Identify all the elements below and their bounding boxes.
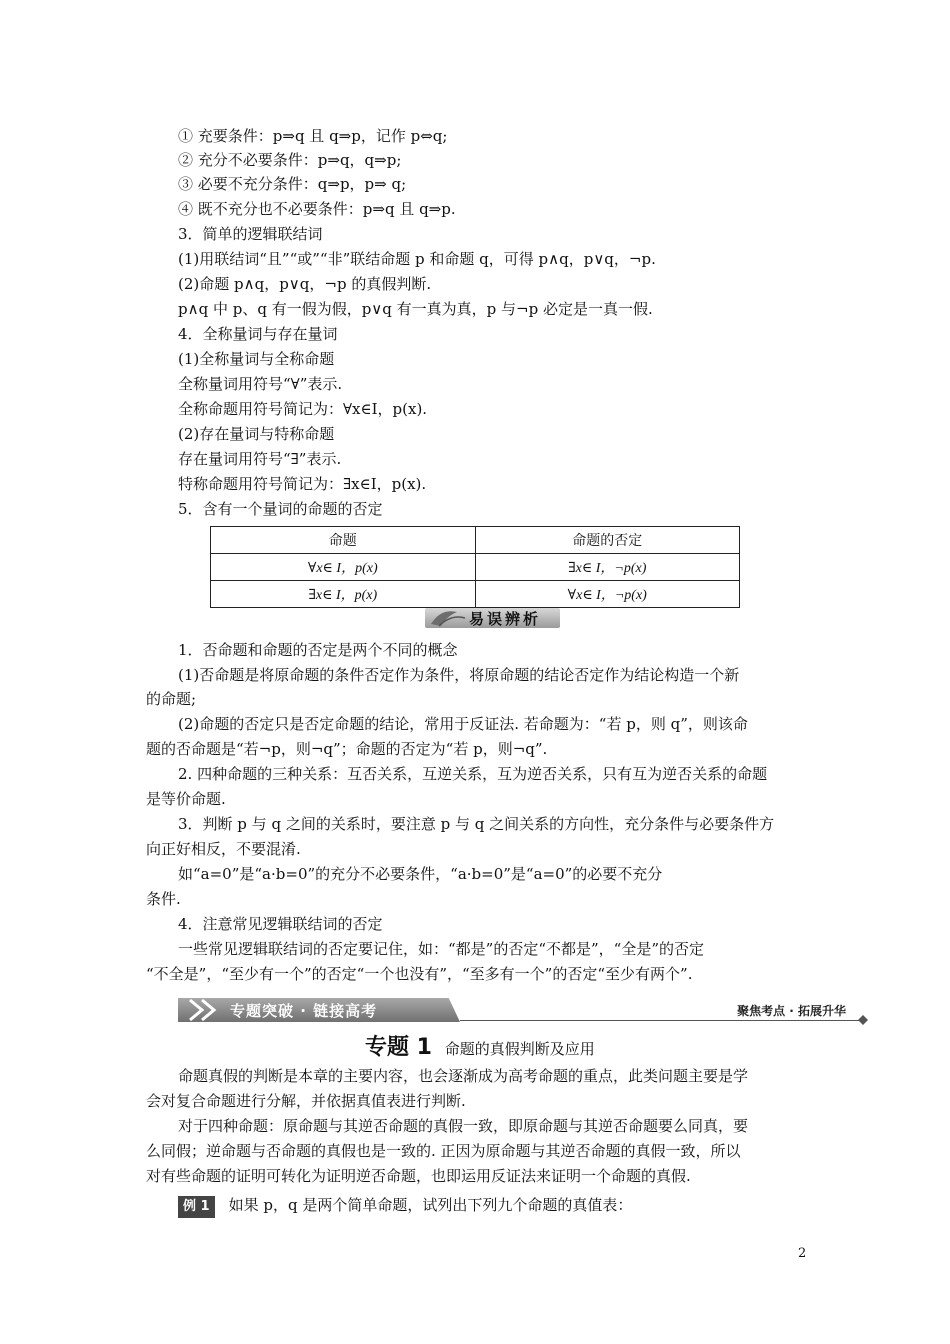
text-line: 向正好相反，不要混淆.: [146, 840, 301, 858]
example-line: [178, 1195, 632, 1218]
text-line: 4．注意常见逻辑联结词的否定: [178, 915, 383, 933]
leaf-decoration-icon: [427, 606, 467, 630]
table-cell: ∃x∈ I，p(x): [211, 581, 476, 608]
text-line: (2)命题的否定只是否定命题的结论，常用于反证法. 若命题为：“若 p，则 q”，则该命: [178, 715, 748, 733]
section-banner: [178, 998, 868, 1024]
section-heading: 4．全称量词与存在量词: [178, 325, 338, 343]
text-line: 2. 四种命题的三种关系：互否关系，互逆关系，互为逆否关系，只有互为逆否关系的命题: [178, 765, 768, 783]
diamond-icon: [858, 1015, 868, 1025]
page-number: 2: [798, 1246, 807, 1261]
text-line: (1)用联结词“且”“或”“非”联结命题 p 和命题 q，可得 p∧q，p∨q，¬p.: [178, 250, 656, 268]
text-line: 条件.: [146, 890, 181, 908]
text-line: 题的否命题是“若¬p，则¬q”；命题的否定为“若 p，则¬q”.: [146, 740, 548, 758]
negation-table: [210, 526, 740, 608]
text-line: p∧q 中 p、q 有一假为假，p∨q 有一真为真，p 与¬p 必定是一真一假.: [178, 300, 653, 318]
text-line: (2)存在量词与特称命题: [178, 425, 335, 443]
section-banner-rule: [460, 1020, 862, 1021]
pitfalls-banner-title: 易误辨析: [469, 610, 542, 628]
text-line: (1)否命题是将原命题的条件否定作为条件，将原命题的结论否定作为结论构造一个新: [178, 666, 740, 684]
text-line: 的命题;: [146, 690, 197, 708]
text-line: 一些常见逻辑联结词的否定要记住，如：“都是”的否定“不都是”，“全是”的否定: [178, 940, 705, 958]
text-line: 3．判断 p 与 q 之间的关系时，要注意 p 与 q 之间关系的方向性，充分条件与必要条件方: [178, 815, 775, 833]
text-line: (2)命题 p∧q，p∨q，¬p 的真假判断.: [178, 275, 432, 293]
section-heading: 3．简单的逻辑联结词: [178, 225, 323, 243]
example-text: 如果 p，q 是两个简单命题，试列出下列九个命题的真值表：: [228, 1196, 633, 1214]
section-heading: 5．含有一个量词的命题的否定: [178, 500, 383, 518]
table-cell: ∃x∈ I，¬p(x): [475, 554, 740, 581]
section-banner-title: 专题突破 · 链接高考: [230, 1002, 378, 1020]
text-line: 是等价命题.: [146, 790, 226, 808]
topic-heading: [365, 1030, 595, 1061]
text-line: 全称命题用符号简记为：∀x∈I，p(x).: [178, 400, 428, 418]
table-cell: ∀x∈ I，¬p(x): [475, 581, 740, 608]
section-banner-subtitle: 聚焦考点 · 拓展升华: [737, 1004, 846, 1018]
text-line: ④ 既不充分也不必要条件：p⇒q 且 q⇒p.: [178, 200, 456, 218]
double-chevron-icon: [186, 998, 226, 1022]
text-line: ② 充分不必要条件：p⇒q，q⇒p;: [178, 151, 402, 169]
table-cell: ∀x∈ I，p(x): [211, 554, 476, 581]
text-line: 存在量词用符号“∃”表示.: [178, 450, 342, 468]
table-header-cell: 命题: [211, 527, 476, 554]
text-line: 对有些命题的证明可转化为证明逆否命题，也即运用反证法来证明一个命题的真假.: [146, 1167, 691, 1185]
example-badge: 例 1: [178, 1196, 215, 1218]
table-row: [211, 554, 740, 581]
text-line: “不全是”，“至少有一个”的否定“一个也没有”，“至多有一个”的否定“至少有两个”.: [146, 965, 693, 983]
text-line: 命题真假的判断是本章的主要内容，也会逐渐成为高考命题的重点，此类问题主要是学: [178, 1067, 749, 1085]
text-line: 如“a=0”是“a·b=0”的充分不必要条件，“a·b=0”是“a=0”的必要不充分: [178, 865, 663, 883]
text-line: 1．否命题和命题的否定是两个不同的概念: [178, 641, 458, 659]
text-line: 会对复合命题进行分解，并依据真值表进行判断.: [146, 1092, 466, 1110]
text-line: 么同假；逆命题与否命题的真假也是一致的. 正因为原命题与其逆否命题的真假一致，所以: [146, 1142, 741, 1160]
text-line: ① 充要条件：p⇒q 且 q⇒p，记作 p⇔q;: [178, 127, 448, 145]
table-header-row: [211, 527, 740, 554]
text-line: 全称量词用符号“∀”表示.: [178, 375, 343, 393]
topic-number: 专题 1: [365, 1035, 432, 1060]
table-header-cell: 命题的否定: [475, 527, 740, 554]
topic-title: 命题的真假判断及应用: [444, 1040, 595, 1058]
text-line: 特称命题用符号简记为：∃x∈I，p(x).: [178, 475, 427, 493]
text-line: ③ 必要不充分条件：q⇒p，p⇒ q;: [178, 175, 407, 193]
pitfalls-banner: [425, 606, 560, 630]
table-row: [211, 581, 740, 608]
text-line: 对于四种命题：原命题与其逆否命题的真假一致，即原命题与其逆否命题要么同真，要: [178, 1117, 749, 1135]
text-line: (1)全称量词与全称命题: [178, 350, 335, 368]
